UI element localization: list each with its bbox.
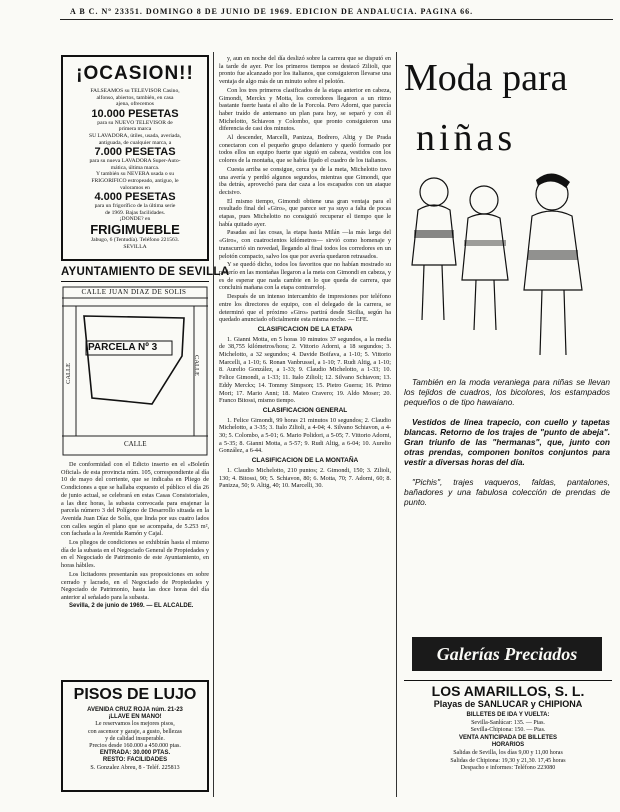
- moda-paragraph-3: "Pichis", trajes vaqueros, faldas, pantalones, bañadores y una fabulosa colección de prendas de punto.: [404, 477, 610, 507]
- ocasion-line: FRIGORIFICO estropeado, antiguo, le: [91, 177, 179, 184]
- ocasion-line: primera marca: [118, 126, 152, 133]
- ocasion-line: valoramos en: [120, 184, 150, 191]
- amarillos-line: Salidas de Chipiona: 19,30 y 21,30. 17,45 horas: [450, 757, 566, 764]
- sports-paragraph: Cuesta arriba se consigue, cerca ya de la meta, Michelotto tuvo una avería y perdió algunos segundos, mientras que Gimondi, que iba detrás, aprovechó para dar caza a los escapados con un ataque decisivo.: [219, 165, 391, 196]
- ocasion-line: SEVILLA: [123, 243, 147, 250]
- amarillos-ad: [404, 683, 612, 773]
- section-stage-title: CLASIFICACION DE LA ETAPA: [257, 325, 353, 333]
- ayuntamiento-text: [61, 461, 209, 673]
- pisos-line: con ascensor y garaje, a gusto, bellezas: [88, 728, 182, 735]
- amarillos-line: Despacho e informes: Teléfono 223080: [460, 765, 556, 772]
- ayuntamiento-paragraph: De conformidad con el Edicto inserto en el «Boletín Oficial» de esta provincia núm. 105, correspondiente al día 10 de mayo del corriente, que se indicaba en Pliego de Condiciones a que se hallaba expuesto el público el día 26 de junio actual, se celebrará en estas Casas Consistoriales, a las diez horas, la subasta convocada para enajenar la parcela número 3 del Polígono de Desarrollo situada en la Avenida Juan Díaz de Solís, que linda por sus cuatro lados con calles según el plano que se acompaña, de 5.253 m², con fachada a la Avenida Ramón y Cajal.: [61, 461, 209, 538]
- column-rule-2: [396, 52, 397, 797]
- ocasion-line: Jabugo, 6 (Tentudía). Teléfono 221563.: [90, 236, 180, 243]
- map-parcel-label: PARCELA Nº 3: [88, 342, 158, 353]
- ocasion-ad: [61, 55, 209, 261]
- amarillos-title: LOS AMARILLOS, S. L.: [431, 683, 585, 699]
- amarillos-line: Salidas de Sevilla, los días 9,00 y 11,00 horas: [453, 749, 563, 756]
- ocasion-line: para su NUEVO TELEVISOR de: [97, 119, 173, 126]
- map-street-left: CALLE: [64, 363, 72, 384]
- sports-paragraph: Con los tres primeros clasificados de la etapa anterior en cabeza, Gimondi, Merckx y Motta, los corredores llegaron a un ritmo bastante fuerte hasta el alto de la Forcola. Pero Adorni, que parecía haber traído de antemano un plan para hoy, se separó y con él Michelotto, Schiavon y Colombo, que pronto consiguieron una diferencia de casi dos minutos.: [219, 86, 391, 133]
- general-results: 1. Felice Gimondi, 99 horas 21 minutos 10 segundos; 2. Claudio Michelotto, a 3-35; 3. Italo Zilioli, a 4-04; 4. Silvano Schiavon, a 4-30; 5. Colombo, a 5-01; 6. Mario Polidori, a 5-05; 7. Vittorio Adorni, a 5-35; 8. Gianni Motta, a 5-57; 9. Rudi Altig, a 6-04; 10. Aurelio González, a 6-44.: [219, 416, 391, 455]
- amarillos-line: BILLETES DE IDA Y VUELTA:: [466, 712, 550, 718]
- ocasion-line: Y también su NEVERA usada o su: [95, 171, 175, 178]
- ocasion-line: para un frigorífico de la última serie: [94, 203, 176, 210]
- ocasion-line: FALSEAMOS su TELEVISOR Casino,: [90, 88, 180, 94]
- pisos-line: ENTRADA: 30.000 PTAS.: [99, 750, 171, 757]
- ocasion-line: para su nueva LAVADORA Super-Auto-: [89, 158, 181, 165]
- pisos-line: Le reservamos los mejores pisos,: [95, 721, 175, 728]
- pisos-line: ¡LLAVE EN MANO!: [108, 714, 162, 721]
- girls-illustration: [404, 170, 610, 370]
- section-mountain-title: CLASIFICACION DE LA MONTAÑA: [251, 457, 359, 465]
- sports-paragraph: El mismo tiempo, Gimondi obtiene una gran ventaja para el resultado final del «Giro», que parece ser ya suyo a falta de pocas etapas, pues Michelotto no consiguió recuperar el tiempo que le había quitado ayer.: [219, 197, 391, 228]
- amarillos-line: Sevilla-Sanlúcar: 135. — Ptas.: [471, 719, 545, 726]
- ocasion-line: ¡DONDE? en: [119, 216, 151, 223]
- page-header: A B C. Nº 23351. DOMINGO 8 DE JUNIO DE 1969. EDICION DE ANDALUCIA. PAGINA 66.: [70, 7, 474, 16]
- moda-title-line-1: Moda para: [404, 57, 568, 99]
- ayuntamiento-title: AYUNTAMIENTO DE SEVILLA: [61, 266, 230, 278]
- sports-paragraph: Pasadas así las cosas, la etapa hasta Milán —la más larga del «Giro», con cuatrocientos kilómetros— sirvió como homenaje y transcurrió sin novedad, llegando al final todos los corredores en un pelotón compacto, salvo los que por avería quedaron retrasados.: [219, 229, 391, 260]
- moda-title-line-2: niñas: [416, 117, 517, 159]
- ocasion-line: SU LAVADORA, útiles, usada, averiada,: [88, 132, 182, 139]
- amarillos-subtitle: Playas de SANLUCAR y CHIPIONA: [433, 699, 583, 709]
- pisos-line: Precios desde 160.000 a 450.000 ptas.: [89, 743, 181, 750]
- pisos-line: AVENIDA CRUZ ROJA núm. 21-23: [87, 707, 183, 713]
- ocasion-line: antiguada, de cualquier marca, a: [98, 139, 172, 146]
- map-street-right: CALLE: [192, 355, 200, 376]
- ocasion-line: alfonso, abiertos, también, en casa: [96, 94, 174, 101]
- stage-results: 1. Gianni Motta, en 5 horas 10 minutos 37 segundos, a la media de 38,755 kilómetros/hora; 2. Vittorio Adorni, a 18 segundos; 3. Michelotto, a 32 segundos; 4. Davide Boifava, a 1-10; 5. Vittorio Marcelli, a 1-10; 6. Ronan Vanbrussel, a 1-10; 7. Rudi Altig, a 1-10; 8. Aurelio González, a 1-33; 9. Claudio Michelotto, a 1-33; 10. Felice Gimondi, a 1-33; 11. Italo Zilioli; 12. Silvano Schiavon; 13. Eddy Merckx; 14. Tommy Simpson; 15. Pietro Guerra; 16. Primo Mori; 17. Mario Anni; 18. Mateo Cravero; 19. Aldo Moser; 20. Franco Bitossi, mismo tiempo.: [219, 335, 391, 405]
- section-general-title: CLASIFICACION GENERAL: [262, 406, 348, 414]
- sports-article: [219, 55, 391, 795]
- pisos-line: y de calidad insuperable.: [105, 735, 165, 742]
- amarillos-line: Sevilla-Chipiona: 150. — Ptas.: [470, 727, 546, 734]
- pisos-line: RESTO: FACILIDADES: [102, 757, 168, 764]
- pisos-ad: [61, 680, 209, 792]
- amarillos-rule: [404, 680, 612, 681]
- ayuntamiento-paragraph: Los licitadores presentarán sus proposiciones en sobre cerrado y lacrado, en el Negociado de Propiedades y Negociado de Patrimonio, hasta las doce horas del día anterior al señalado para la subasta.: [61, 570, 209, 601]
- moda-paragraph-2: Vestidos de línea trapecio, con cuello y tapetas blancas. Retorno de los trajes de "punto de abeja". Gran triunfo de las "hermanas", que, junto con otras prendas, componen bonitos conjuntos para vestir a diversas horas del día.: [404, 417, 610, 467]
- ayuntamiento-paragraph: Los pliegos de condiciones se exhibirán hasta el mismo día de la subasta en el Negociado General de Propiedades y en el Negociado de Patrimonio de este Ayuntamiento, en horas hábiles.: [61, 539, 209, 570]
- amarillos-line: VENTA ANTICIPADA DE BILLETES: [458, 734, 558, 741]
- ayuntamiento-signature: Sevilla, 2 de junio de 1969. — EL ALCALDE.: [69, 602, 194, 609]
- ocasion-price-3: 4.000 PESETAS: [94, 191, 176, 204]
- sports-paragraph: y, aun en noche del día deslizó sobre la carrera que se disputó en la tarde de ayer. Por los primeros tiempos se destacó Zilioli, que pronto fue alcanzado por los italianos, que consiguieron llevarse una ventaja de algo más de un minuto sobre el pelotón.: [219, 55, 391, 86]
- pisos-line: S. Gonzalez Abreu, 8 - Teléf. 225813: [90, 764, 180, 771]
- ocasion-price-1: 10.000 PESETAS: [91, 107, 179, 120]
- column-rule-1: [213, 52, 214, 797]
- ocasion-line: de 1969. Bajas facilidades.: [104, 209, 166, 216]
- ocasion-price-2: 7.000 PESETAS: [94, 146, 176, 159]
- ocasion-line: mática, última marca.: [110, 164, 160, 171]
- moda-paragraph-1: También en la moda veraniega para niñas se llevan los tejidos de cuadros, los bicolores, los estampados pequeños o de tipo hawaiano.: [404, 377, 610, 407]
- map-street-top: CALLE JUAN DIAZ DE SOLIS: [81, 288, 187, 296]
- pisos-title: PISOS DE LUJO: [73, 686, 197, 703]
- sports-paragraph: Y se quedó dicho, todos los favoritos que no habían mostrado su poderío en las montañas llegaron a la meta con Gimondi en cabeza, y es de esperar que nada cambie en lo que queda de carrera, que concluirá mañana con la etapa contrarreloj.: [219, 261, 391, 292]
- map-street-bottom: CALLE: [124, 440, 147, 448]
- moda-text: [404, 377, 610, 508]
- ocasion-line: ajena, ofrecemos: [116, 101, 154, 108]
- sports-paragraph: Al descender, Marcelli, Panizza, Bodrero, Altig y De Prada conectaron con el pequeño grupo delantero y quedó formado por todos ellos un equipo fuerte que siguió en cabeza, vestidos con los colores de la montaña, que se había fijado el cuadro de los italianos.: [219, 134, 391, 165]
- ocasion-brand: FRIGIMUEBLE: [90, 221, 180, 237]
- parcel-map: [62, 286, 208, 456]
- header-rule: [60, 19, 613, 20]
- ayuntamiento-rule: [61, 281, 209, 282]
- ocasion-title: ¡OCASION!!: [76, 63, 194, 84]
- amarillos-line: HORARIOS: [491, 742, 525, 749]
- mountain-results: 1. Claudio Michelotto, 210 puntos; 2. Gimondi, 150; 3. Zilioli, 130; 4. Bitossi, 90; 5. Schiavon, 80; 6. Motta, 70; 7. Adorni, 60; 8. Panizza, 50; 9. Altig, 40; 10. Marcelli, 30.: [219, 466, 391, 490]
- galerias-preciados-logo: Galerías Preciados: [412, 637, 602, 671]
- sports-paragraph: Después de un intenso intercambio de impresiones por teléfono entre los directores de equipo, con el delegado de la carrera, se determinó que el próximo «Giro» partirá desde Sicilia, según ha quedado anunciado oficialmente esta misma noche. — EFE.: [219, 293, 391, 324]
